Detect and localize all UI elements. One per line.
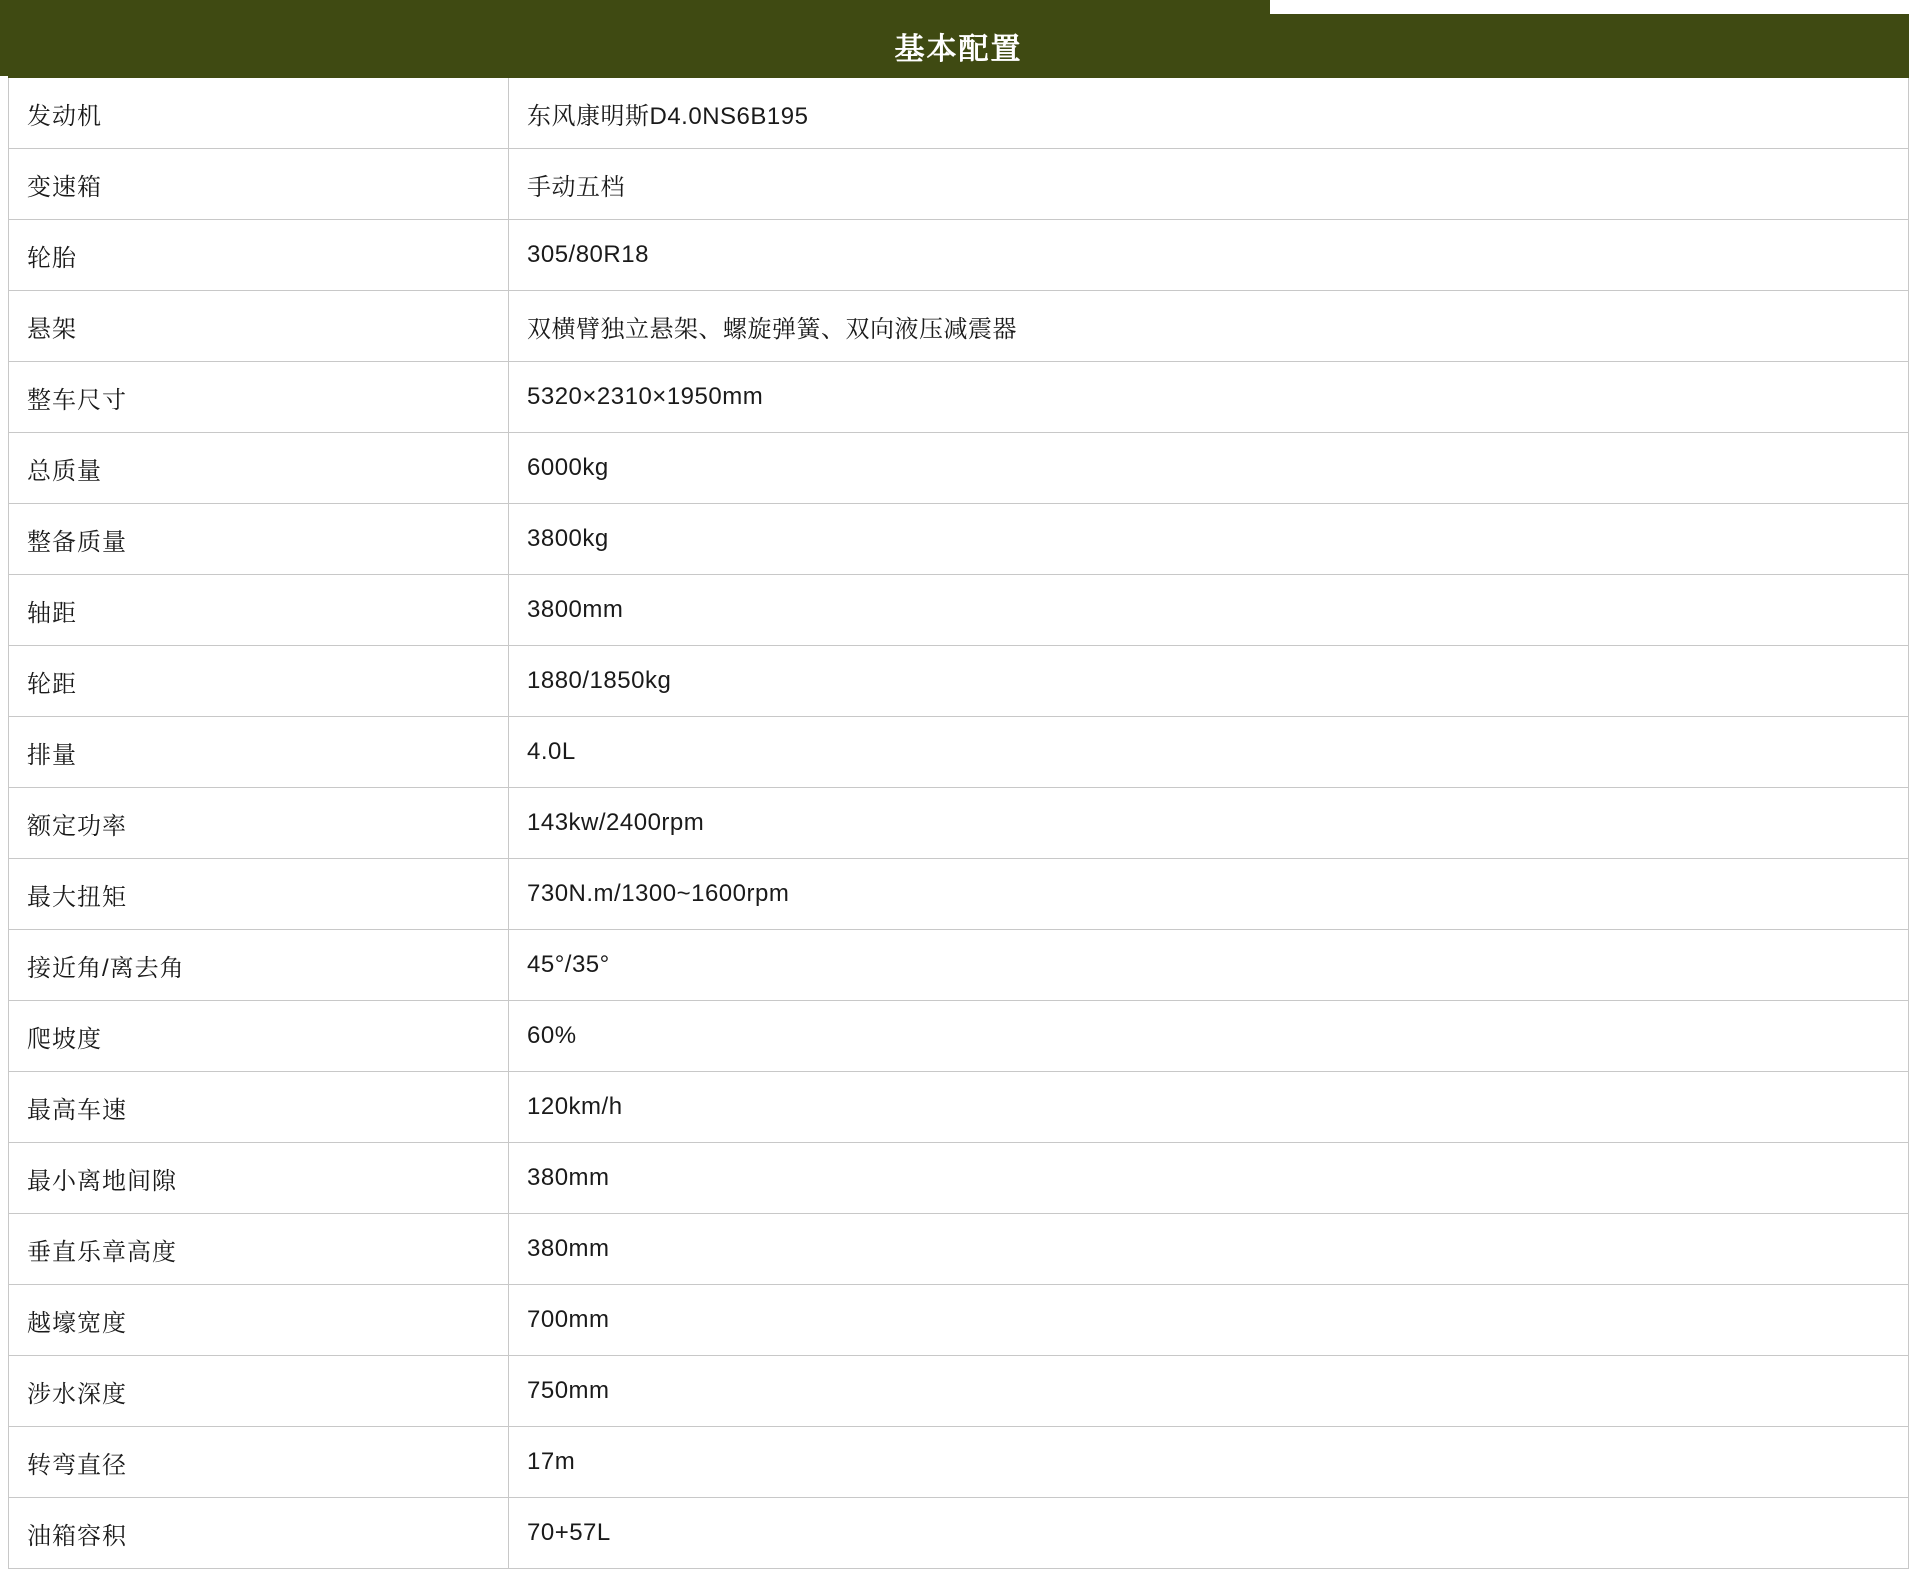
- spec-label: 变速箱: [9, 149, 509, 220]
- spec-label: 最小离地间隙: [9, 1143, 509, 1214]
- spec-label: 接近角/离去角: [9, 930, 509, 1001]
- table-row: [9, 362, 1909, 433]
- spec-label: 轴距: [9, 575, 509, 646]
- table-row: [9, 859, 1909, 930]
- table-row: [9, 1498, 1909, 1569]
- table-row: [9, 149, 1909, 220]
- table-row: [9, 220, 1909, 291]
- spec-label: 排量: [9, 717, 509, 788]
- spec-value: 4.0L: [509, 717, 1909, 788]
- spec-label: 最高车速: [9, 1072, 509, 1143]
- spec-label: 整车尺寸: [9, 362, 509, 433]
- spec-value: 143kw/2400rpm: [509, 788, 1909, 859]
- table-row: [9, 433, 1909, 504]
- table-body: [9, 78, 1909, 1569]
- spec-value: 60%: [509, 1001, 1909, 1072]
- spec-label: 轮胎: [9, 220, 509, 291]
- spec-value: 700mm: [509, 1285, 1909, 1356]
- spec-value: 东风康明斯D4.0NS6B195: [509, 78, 1909, 149]
- spec-value: 手动五档: [509, 149, 1909, 220]
- table-row: [9, 930, 1909, 1001]
- spec-value: 70+57L: [509, 1498, 1909, 1569]
- table-row: [9, 1001, 1909, 1072]
- title-bar-top-gap: [1270, 0, 1916, 14]
- spec-label: 总质量: [9, 433, 509, 504]
- spec-label: 涉水深度: [9, 1356, 509, 1427]
- table-row: [9, 78, 1909, 149]
- table-row: [9, 646, 1909, 717]
- spec-value: 6000kg: [509, 433, 1909, 504]
- spec-label: 爬坡度: [9, 1001, 509, 1072]
- spec-value: 305/80R18: [509, 220, 1909, 291]
- spec-label: 越壕宽度: [9, 1285, 509, 1356]
- spec-label: 发动机: [9, 78, 509, 149]
- table-row: [9, 1285, 1909, 1356]
- spec-value: 45°/35°: [509, 930, 1909, 1001]
- table-row: [9, 717, 1909, 788]
- specification-table: [8, 14, 1909, 1569]
- spec-value: 380mm: [509, 1214, 1909, 1285]
- table-row: [9, 504, 1909, 575]
- spec-value: 3800kg: [509, 504, 1909, 575]
- spec-value: 17m: [509, 1427, 1909, 1498]
- title-bar-top-strip: [0, 0, 1270, 14]
- spec-value: 380mm: [509, 1143, 1909, 1214]
- table-row: [9, 1072, 1909, 1143]
- spec-label: 油箱容积: [9, 1498, 509, 1569]
- spec-value: 双横臂独立悬架、螺旋弹簧、双向液压减震器: [509, 291, 1909, 362]
- table-row: [9, 291, 1909, 362]
- spec-value: 5320×2310×1950mm: [509, 362, 1909, 433]
- title-bar-left-edge: [0, 14, 8, 76]
- table-row: [9, 575, 1909, 646]
- spec-value: 750mm: [509, 1356, 1909, 1427]
- page-title: 基本配置: [9, 15, 1909, 78]
- table-row: [9, 1356, 1909, 1427]
- spec-value: 3800mm: [509, 575, 1909, 646]
- table-row: [9, 788, 1909, 859]
- table-row: [9, 1427, 1909, 1498]
- spec-label: 转弯直径: [9, 1427, 509, 1498]
- spec-value: 120km/h: [509, 1072, 1909, 1143]
- table-row: [9, 1143, 1909, 1214]
- spec-label: 整备质量: [9, 504, 509, 575]
- spec-value: 1880/1850kg: [509, 646, 1909, 717]
- spec-label: 垂直乐章高度: [9, 1214, 509, 1285]
- spec-label: 轮距: [9, 646, 509, 717]
- table-title-row: [9, 15, 1909, 78]
- table-row: [9, 1214, 1909, 1285]
- spec-value: 730N.m/1300~1600rpm: [509, 859, 1909, 930]
- spec-label: 悬架: [9, 291, 509, 362]
- spec-label: 额定功率: [9, 788, 509, 859]
- spec-label: 最大扭矩: [9, 859, 509, 930]
